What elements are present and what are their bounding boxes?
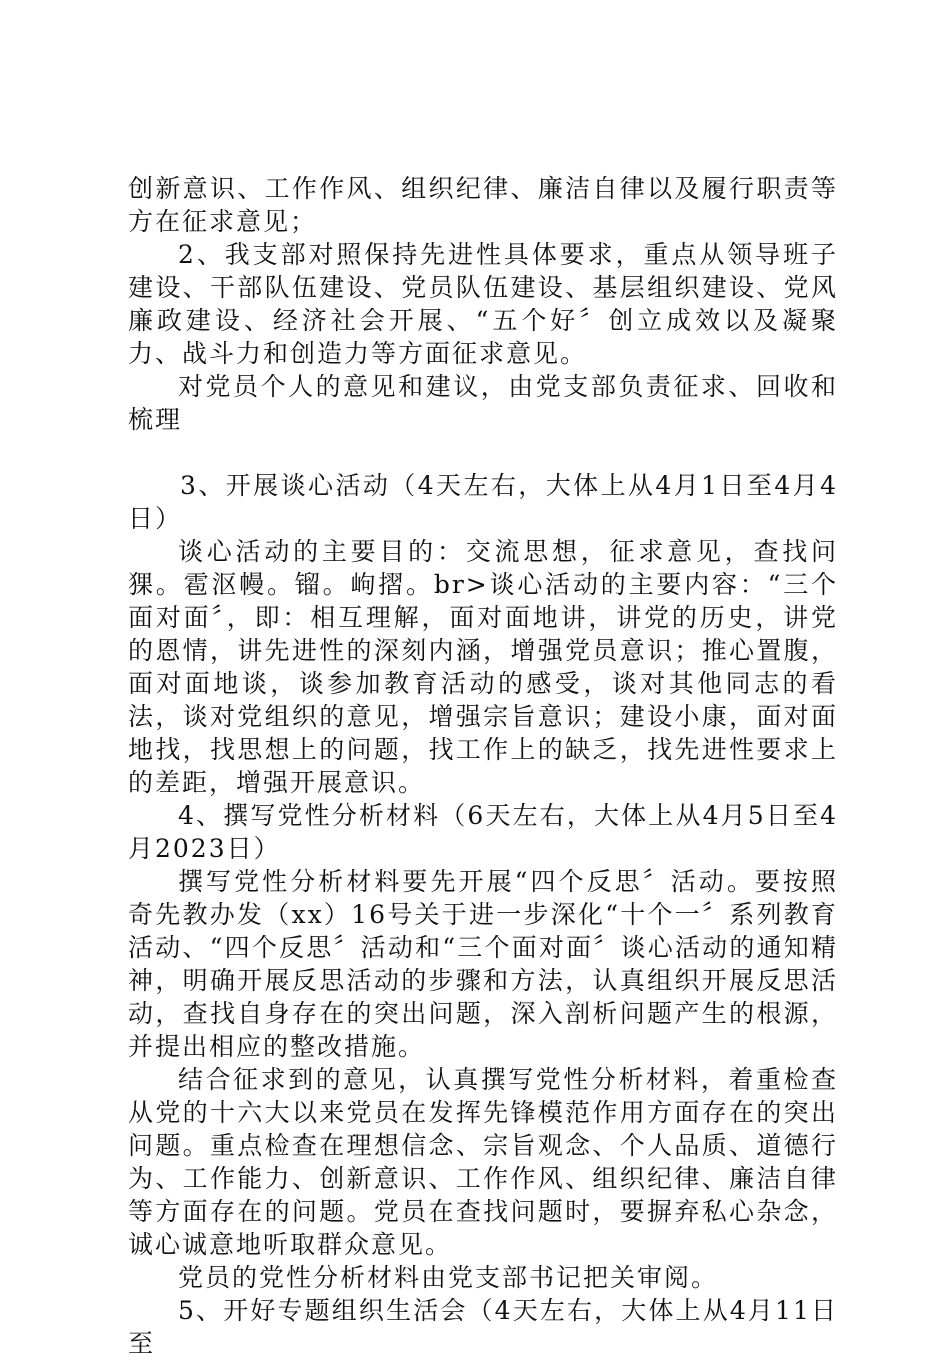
paragraph-continuation: 创新意识、工作作风、组织纪律、廉洁自律以及履行职责等方在征求意见；: [128, 174, 838, 236]
paragraph-analysis-material: 结合征求到的意见，认真撰写党性分析材料，着重检查从党的十六大以来党员在发挥先锋模范作用方面存在的突出问题。重点检查在理想信念、宗旨观念、个人品质、道德行为、工作能力、创新意识、工作作风、组织纪律、廉洁自律等方面存在的问题。党员在查找问题时，要摒弃私心杂念，诚心诚意地听取群众意见。: [128, 1065, 838, 1259]
paragraph-item-4-heading: 4、撰写党性分析材料（6天左右，大体上从4月5日至4月2023日）: [128, 801, 838, 863]
document-body: [128, 172, 838, 1360]
paragraph-talk-activity: 谈心活动的主要目的：交流思想，征求意见，查找问猓。雹沤幔。镏。岣摺。br>谈心活动的主要内容：“三个面对面〞，即：相互理解，面对面地讲，讲党的历史，讲党的恩情，讲先进性的深刻内涵，增强党员意识；推心置腹，面对面地谈，谈参加教育活动的感受，谈对其他同志的看法，谈对党组织的意见，增强宗旨意识；建设小康，面对面地找，找思想上的问题，找工作上的缺乏，找先进性要求上的差距，增强开展意识。: [128, 537, 838, 797]
paragraph-item-3-heading: 3、开展谈心活动（4天左右，大体上从4月1日至4月4日）: [128, 471, 838, 533]
paragraph-secretary-review: 党员的党性分析材料由党支部书记把关审阅。: [178, 1263, 719, 1292]
paragraph-item-2: 2、我支部对照保持先进性具体要求，重点从领导班子建设、干部队伍建设、党员队伍建设、基层组织建设、党风廉政建设、经济社会开展、“五个好〞创立成效以及凝聚力、战斗力和创造力等方面征求意见。: [128, 240, 838, 368]
paragraph-member-opinions: 对党员个人的意见和建议，由党支部负责征求、回收和梳理: [128, 372, 838, 434]
paragraph-four-reflections: 撰写党性分析材料要先开展“四个反思〞活动。要按照奇先教办发（xx）16号关于进一步深化“十个一〞系列教育活动、“四个反思〞活动和“三个面对面〞谈心活动的通知精神，明确开展反思活动的步骤和方法，认真组织开展反思活动，查找自身存在的突出问题，深入剖析问题产生的根源，并提出相应的整改措施。: [128, 867, 838, 1061]
paragraph-item-5-heading: 5、开好专题组织生活会（4天左右，大体上从4月11日至: [128, 1296, 838, 1358]
